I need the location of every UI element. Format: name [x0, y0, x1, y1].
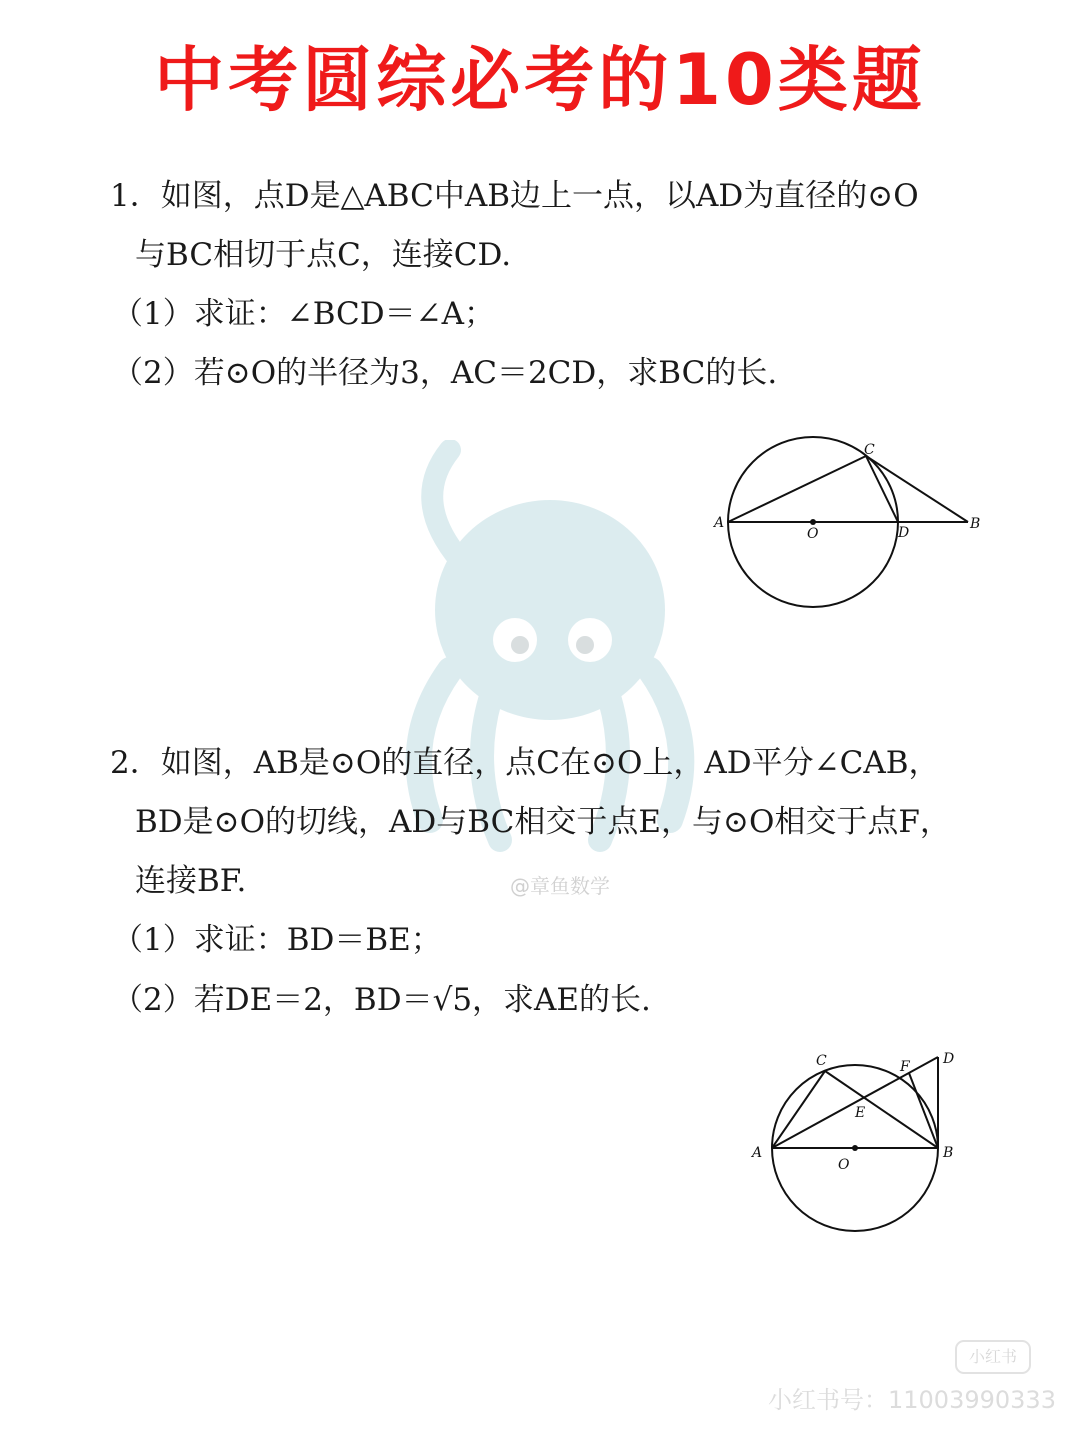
- watermark-handle: @章鱼数学: [510, 874, 610, 898]
- problem-2-line-1: 2．如图，AB是⊙O的直径，点C在⊙O上，AD平分∠CAB，: [110, 745, 940, 781]
- problem-1-line-2: 与BC相切于点C，连接CD.: [135, 237, 512, 273]
- page-title: 中考圆综必考的10类题: [154, 39, 926, 121]
- segment-ad: [772, 1057, 938, 1148]
- segment-ac: [772, 1071, 825, 1148]
- center-dot: [852, 1145, 858, 1151]
- label-o: O: [838, 1157, 850, 1173]
- problem-1-part-2: （2）若⊙O的半径为3，AC＝2CD，求BC的长.: [112, 355, 778, 391]
- problem-1-figure: [700, 430, 1000, 615]
- segment-bf: [909, 1073, 938, 1148]
- label-d: D: [943, 1051, 955, 1067]
- octopus-watermark-icon: [390, 440, 710, 860]
- problem-2-line-3: 连接BF.: [135, 863, 247, 899]
- problem-2-figure: [745, 1045, 975, 1240]
- label-f: F: [900, 1059, 910, 1075]
- label-d: D: [898, 525, 910, 541]
- problem-1-line-1: 1．如图，点D是△ABC中AB边上一点，以AD为直径的⊙O: [110, 178, 919, 214]
- problem-2-line-2: BD是⊙O的切线，AD与BC相交于点E，与⊙O相交于点F，: [135, 804, 951, 840]
- label-c: C: [864, 442, 875, 458]
- brand-watermark: 小红书: [955, 1340, 1031, 1374]
- account-watermark: 小红书号：11003990333: [768, 1386, 1056, 1414]
- label-a: A: [714, 515, 725, 531]
- problem-1-part-1: （1）求证：∠BCD＝∠A；: [112, 296, 495, 332]
- label-b: B: [970, 516, 981, 532]
- label-a: A: [752, 1145, 763, 1161]
- center-dot: [810, 519, 816, 525]
- problem-2-part-2: （2）若DE＝2，BD＝√5，求AE的长.: [112, 982, 651, 1018]
- label-b: B: [943, 1145, 954, 1161]
- problem-2-part-1: （1）求证：BD＝BE；: [112, 922, 442, 958]
- label-e: E: [855, 1105, 866, 1121]
- label-c: C: [816, 1053, 827, 1069]
- label-o: O: [807, 526, 819, 542]
